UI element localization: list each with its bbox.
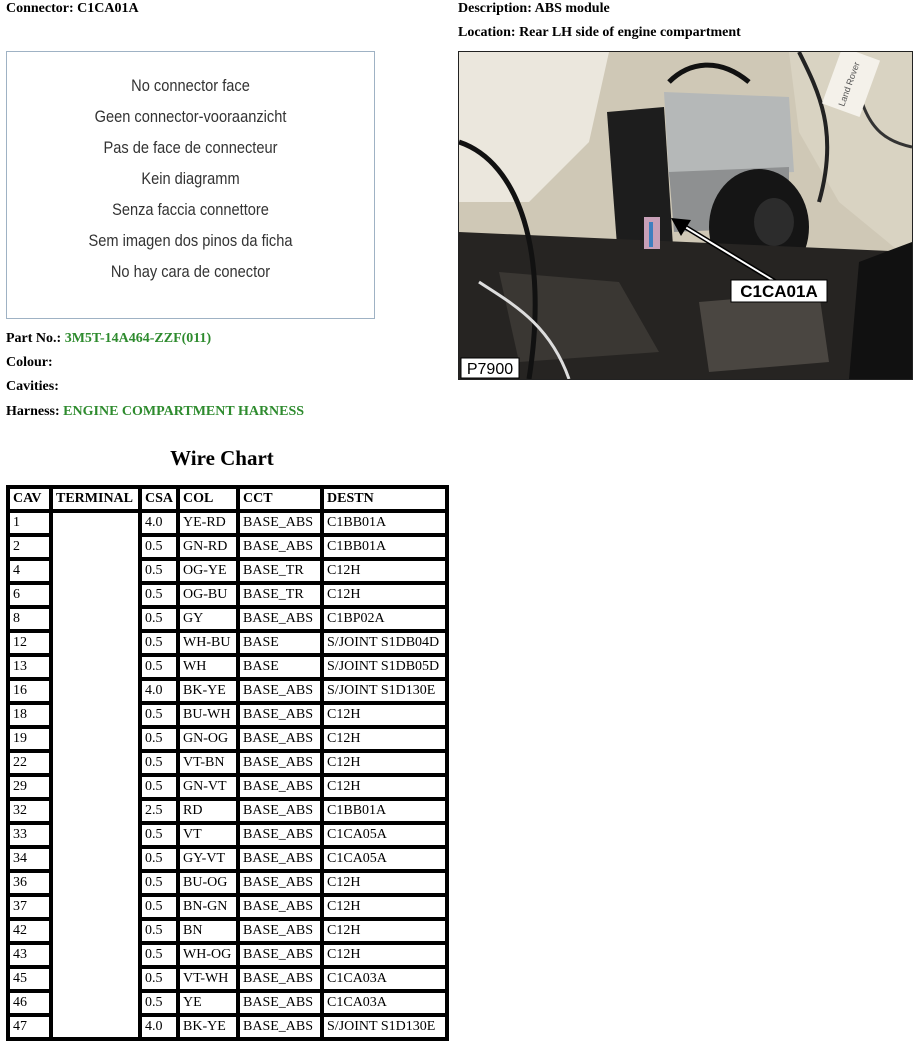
cell-destn: S/JOINT S1D130E bbox=[322, 679, 447, 703]
cell-col: BU-OG bbox=[178, 871, 238, 895]
cell-cav: 43 bbox=[8, 943, 51, 967]
cell-destn: C1BB01A bbox=[322, 511, 447, 535]
cell-destn: C1CA05A bbox=[322, 823, 447, 847]
connector-field bbox=[6, 1, 139, 17]
cell-destn: C1CA05A bbox=[322, 847, 447, 871]
wire-chart-header-row bbox=[8, 487, 447, 511]
cell-col: GY bbox=[178, 607, 238, 631]
cell-destn: C1BB01A bbox=[322, 799, 447, 823]
cell-col: GN-RD bbox=[178, 535, 238, 559]
noface-line-it: Senza faccia connettore bbox=[112, 200, 269, 219]
cell-cav: 42 bbox=[8, 919, 51, 943]
cell-destn: C12H bbox=[322, 751, 447, 775]
cell-cav: 4 bbox=[8, 559, 51, 583]
cell-cav: 2 bbox=[8, 535, 51, 559]
cell-col: GY-VT bbox=[178, 847, 238, 871]
cell-csa: 0.5 bbox=[140, 727, 178, 751]
location-field bbox=[458, 25, 741, 41]
cell-cct: BASE bbox=[238, 655, 322, 679]
cell-cav: 18 bbox=[8, 703, 51, 727]
cell-destn: C12H bbox=[322, 559, 447, 583]
part-number-field bbox=[6, 331, 211, 347]
cell-csa: 0.5 bbox=[140, 775, 178, 799]
cell-destn: C12H bbox=[322, 583, 447, 607]
cell-csa: 0.5 bbox=[140, 991, 178, 1015]
colour-label: Colour: bbox=[6, 355, 53, 370]
cell-cct: BASE_ABS bbox=[238, 847, 322, 871]
wire-chart-table bbox=[6, 485, 449, 1041]
part-number-label: Part No.: bbox=[6, 331, 62, 346]
part-number-value: 3M5T-14A464-ZZF(011) bbox=[64, 331, 212, 346]
cell-cct: BASE_ABS bbox=[238, 535, 322, 559]
cell-cav: 34 bbox=[8, 847, 51, 871]
cell-cct: BASE_ABS bbox=[238, 511, 322, 535]
description-label: Description: bbox=[458, 1, 532, 16]
cell-csa: 0.5 bbox=[140, 559, 178, 583]
cell-csa: 0.5 bbox=[140, 847, 178, 871]
cell-cct: BASE_ABS bbox=[238, 919, 322, 943]
cell-cct: BASE_ABS bbox=[238, 607, 322, 631]
noface-line-fr: Pas de face de connecteur bbox=[103, 138, 278, 157]
cell-csa: 0.5 bbox=[140, 895, 178, 919]
cell-destn: C12H bbox=[322, 895, 447, 919]
cell-col: BK-YE bbox=[178, 1015, 238, 1039]
header-destn: DESTN bbox=[322, 487, 447, 511]
cell-cav: 22 bbox=[8, 751, 51, 775]
cell-cav: 29 bbox=[8, 775, 51, 799]
cell-cav: 32 bbox=[8, 799, 51, 823]
cell-cav: 13 bbox=[8, 655, 51, 679]
cell-cct: BASE_ABS bbox=[238, 991, 322, 1015]
header-col: COL bbox=[178, 487, 238, 511]
wire-chart-body bbox=[8, 511, 447, 1039]
cell-destn: C12H bbox=[322, 775, 447, 799]
cell-col: GN-VT bbox=[178, 775, 238, 799]
cell-col: BN bbox=[178, 919, 238, 943]
cell-cct: BASE_ABS bbox=[238, 703, 322, 727]
cell-cav: 19 bbox=[8, 727, 51, 751]
noface-line-en: No connector face bbox=[131, 76, 250, 95]
photo-callout-label: C1CA01A bbox=[740, 282, 818, 301]
cell-destn: C1CA03A bbox=[322, 967, 447, 991]
cell-col: WH-OG bbox=[178, 943, 238, 967]
cell-destn: C12H bbox=[322, 943, 447, 967]
cell-col: OG-YE bbox=[178, 559, 238, 583]
cell-terminal bbox=[51, 511, 140, 1039]
cell-col: GN-OG bbox=[178, 727, 238, 751]
cell-cav: 8 bbox=[8, 607, 51, 631]
cell-csa: 4.0 bbox=[140, 679, 178, 703]
cell-csa: 0.5 bbox=[140, 631, 178, 655]
cell-cct: BASE bbox=[238, 631, 322, 655]
cell-cav: 33 bbox=[8, 823, 51, 847]
cell-cct: BASE_ABS bbox=[238, 967, 322, 991]
cell-col: BU-WH bbox=[178, 703, 238, 727]
connector-value: C1CA01A bbox=[77, 1, 139, 16]
colour-field bbox=[6, 355, 53, 371]
cell-csa: 0.5 bbox=[140, 919, 178, 943]
cell-cct: BASE_TR bbox=[238, 583, 322, 607]
photo-sticker-text: Land Rover bbox=[836, 60, 862, 108]
cell-cct: BASE_TR bbox=[238, 559, 322, 583]
cell-cav: 1 bbox=[8, 511, 51, 535]
header-csa: CSA bbox=[140, 487, 178, 511]
cell-col: YE-RD bbox=[178, 511, 238, 535]
cell-col: WH-BU bbox=[178, 631, 238, 655]
cell-destn: C1CA03A bbox=[322, 991, 447, 1015]
cell-cct: BASE_ABS bbox=[238, 751, 322, 775]
cell-cav: 46 bbox=[8, 991, 51, 1015]
cell-destn: C12H bbox=[322, 727, 447, 751]
description-value: ABS module bbox=[534, 1, 610, 16]
noface-line-de: Kein diagramm bbox=[141, 169, 240, 188]
cell-col: BN-GN bbox=[178, 895, 238, 919]
cell-cct: BASE_ABS bbox=[238, 679, 322, 703]
cell-csa: 4.0 bbox=[140, 511, 178, 535]
cell-cct: BASE_ABS bbox=[238, 799, 322, 823]
cell-destn: C1BP02A bbox=[322, 607, 447, 631]
cell-csa: 0.5 bbox=[140, 703, 178, 727]
harness-label: Harness: bbox=[6, 404, 60, 419]
noface-line-nl: Geen connector-vooraanzicht bbox=[94, 107, 287, 126]
noface-line-pt: Sem imagen dos pinos da ficha bbox=[88, 231, 293, 250]
cell-cav: 12 bbox=[8, 631, 51, 655]
cell-destn: S/JOINT S1DB05D bbox=[322, 655, 447, 679]
cell-csa: 0.5 bbox=[140, 823, 178, 847]
cell-cav: 37 bbox=[8, 895, 51, 919]
cell-cct: BASE_ABS bbox=[238, 943, 322, 967]
cell-csa: 0.5 bbox=[140, 583, 178, 607]
header-terminal: TERMINAL bbox=[51, 487, 140, 511]
cell-csa: 0.5 bbox=[140, 535, 178, 559]
no-connector-face-box bbox=[6, 51, 375, 319]
cell-destn: C12H bbox=[322, 871, 447, 895]
description-field bbox=[458, 1, 610, 17]
cavities-label: Cavities: bbox=[6, 379, 59, 394]
cell-cav: 45 bbox=[8, 967, 51, 991]
cell-col: VT-WH bbox=[178, 967, 238, 991]
header-cav: CAV bbox=[8, 487, 51, 511]
connector-label: Connector: bbox=[6, 1, 74, 16]
cell-cav: 6 bbox=[8, 583, 51, 607]
cell-cav: 36 bbox=[8, 871, 51, 895]
harness-field bbox=[6, 404, 304, 420]
photo-ref-label: P7900 bbox=[466, 361, 514, 378]
cell-csa: 0.5 bbox=[140, 967, 178, 991]
cell-cav: 47 bbox=[8, 1015, 51, 1039]
cell-col: WH bbox=[178, 655, 238, 679]
cell-destn: C1BB01A bbox=[322, 535, 447, 559]
cell-col: VT bbox=[178, 823, 238, 847]
cell-csa: 2.5 bbox=[140, 799, 178, 823]
cell-csa: 0.5 bbox=[140, 751, 178, 775]
wire-chart-title: Wire Chart bbox=[170, 446, 274, 470]
location-photo bbox=[458, 51, 913, 380]
cell-cct: BASE_ABS bbox=[238, 727, 322, 751]
cell-cct: BASE_ABS bbox=[238, 871, 322, 895]
cell-csa: 4.0 bbox=[140, 1015, 178, 1039]
cell-col: BK-YE bbox=[178, 679, 238, 703]
location-value: Rear LH side of engine compartment bbox=[519, 25, 741, 40]
cell-col: YE bbox=[178, 991, 238, 1015]
cell-csa: 0.5 bbox=[140, 655, 178, 679]
cell-csa: 0.5 bbox=[140, 871, 178, 895]
cavities-field bbox=[6, 379, 59, 395]
cell-csa: 0.5 bbox=[140, 607, 178, 631]
cell-cav: 16 bbox=[8, 679, 51, 703]
header-cct: CCT bbox=[238, 487, 322, 511]
cell-col: RD bbox=[178, 799, 238, 823]
cell-col: OG-BU bbox=[178, 583, 238, 607]
cell-col: VT-BN bbox=[178, 751, 238, 775]
cell-csa: 0.5 bbox=[140, 943, 178, 967]
location-photo-drawing bbox=[459, 52, 912, 379]
cell-cct: BASE_ABS bbox=[238, 823, 322, 847]
cell-destn: S/JOINT S1D130E bbox=[322, 1015, 447, 1039]
cell-destn: S/JOINT S1DB04D bbox=[322, 631, 447, 655]
location-label: Location: bbox=[458, 25, 516, 40]
table-row bbox=[8, 511, 447, 535]
noface-line-es: No hay cara de conector bbox=[110, 262, 271, 281]
harness-value: ENGINE COMPARTMENT HARNESS bbox=[63, 404, 305, 419]
cell-cct: BASE_ABS bbox=[238, 895, 322, 919]
cell-cct: BASE_ABS bbox=[238, 1015, 322, 1039]
cell-cct: BASE_ABS bbox=[238, 775, 322, 799]
cell-destn: C12H bbox=[322, 703, 447, 727]
cell-destn: C12H bbox=[322, 919, 447, 943]
